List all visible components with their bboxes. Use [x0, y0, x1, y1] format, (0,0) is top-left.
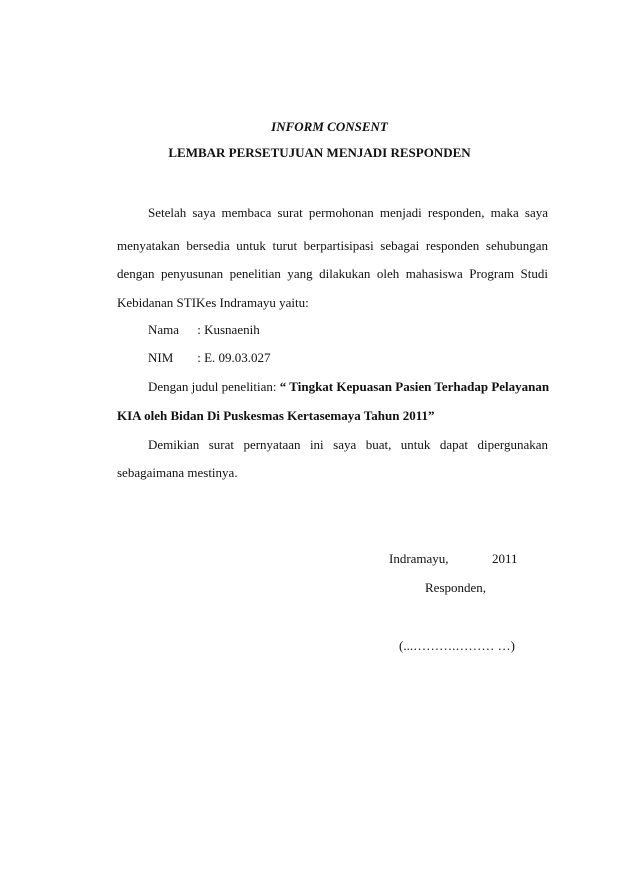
field-nim-value: : E. 09.03.027 — [197, 350, 271, 365]
intro-line-2: menyatakan bersedia untuk turut berpartisipasi sebagai responden sehubungan — [117, 238, 548, 253]
field-nim-label: NIM — [148, 350, 174, 365]
document-subtitle: LEMBAR PERSETUJUAN MENJADI RESPONDEN — [168, 145, 471, 160]
closing-line-1: Demikian surat pernyataan ini saya buat, untuk dapat dipergunakan — [148, 437, 548, 452]
research-prefix: Dengan judul penelitian: — [148, 379, 277, 394]
signature-blank: (...……….……… …) — [399, 638, 515, 653]
field-nama-value: : Kusnaenih — [197, 322, 260, 337]
field-nama — [148, 322, 260, 338]
research-line-1 — [148, 379, 548, 395]
intro-line-4: Kebidanan STIKes Indramayu yaitu: — [117, 295, 309, 310]
signature-role: Responden, — [425, 580, 487, 595]
research-title-part-1: “ Tingkat Kepuasan Pasien Terhadap Pelayanan — [279, 379, 550, 394]
signature-place: Indramayu, — [389, 551, 449, 566]
intro-line-3: dengan penyusunan penelitian yang dilakukan oleh mahasiswa Program Studi — [117, 266, 548, 281]
closing-line-2: sebagaimana mestinya. — [117, 465, 238, 480]
field-nama-label: Nama — [148, 322, 180, 337]
document-title: INFORM CONSENT — [271, 119, 388, 134]
research-title-part-2: KIA oleh Bidan Di Puskesmas Kertasemaya Tahun 2011” — [117, 408, 435, 423]
signature-year: 2011 — [492, 551, 518, 566]
intro-line-1: Setelah saya membaca surat permohonan menjadi responden, maka saya — [148, 205, 548, 220]
field-nim — [148, 350, 271, 366]
